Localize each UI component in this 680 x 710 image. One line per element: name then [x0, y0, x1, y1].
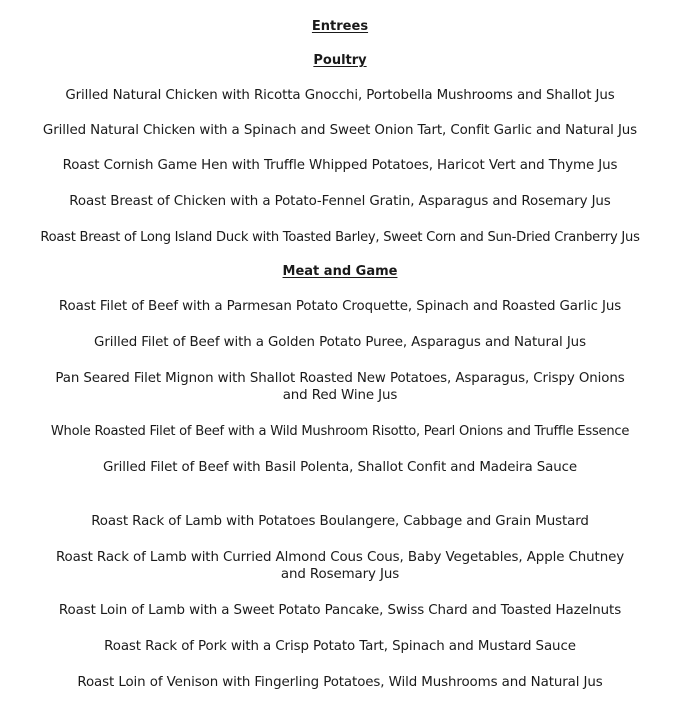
menu-item: Roast Loin of Venison with Fingerling Potatoes, Wild Mushrooms and Natural Jus — [77, 675, 603, 690]
section-heading-poultry: Poultry — [313, 53, 367, 68]
menu-item: Roast Breast of Long Island Duck with Toasted Barley, Sweet Corn and Sun-Dried Cranberry Jus — [40, 230, 640, 245]
section-heading-meat-and-game: Meat and Game — [282, 264, 398, 279]
menu-item: Grilled Natural Chicken with Ricotta Gnocchi, Portobella Mushrooms and Shallot Jus — [65, 88, 615, 103]
menu-item: Roast Breast of Chicken with a Potato-Fennel Gratin, Asparagus and Rosemary Jus — [69, 194, 611, 209]
menu-item: Roast Loin of Lamb with a Sweet Potato Pancake, Swiss Chard and Toasted Hazelnuts — [58, 603, 622, 618]
menu-item: Whole Roasted Filet of Beef with a Wild Mushroom Risotto, Pearl Onions and Truffle Essence — [50, 424, 630, 439]
menu-item-continuation: and Rosemary Jus — [280, 567, 400, 582]
menu-item: Roast Rack of Lamb with Potatoes Boulangere, Cabbage and Grain Mustard — [91, 514, 589, 529]
menu-item: Grilled Filet of Beef with Basil Polenta, Shallot Confit and Madeira Sauce — [102, 460, 577, 475]
menu-item: Grilled Filet of Beef with a Golden Potato Puree, Asparagus and Natural Jus — [94, 335, 586, 350]
menu-item: Pan Seared Filet Mignon with Shallot Roasted New Potatoes, Asparagus, Crispy Onions — [55, 371, 625, 386]
menu-item: Roast Rack of Pork with a Crisp Potato Tart, Spinach and Mustard Sauce — [104, 639, 576, 654]
menu-title: Entrees — [311, 19, 369, 34]
menu-item: Roast Cornish Game Hen with Truffle Whipped Potatoes, Haricot Vert and Thyme Jus — [62, 158, 618, 173]
menu-item: Roast Rack of Lamb with Curried Almond Cous Cous, Baby Vegetables, Apple Chutney — [55, 550, 625, 565]
menu-item: Grilled Natural Chicken with a Spinach and Sweet Onion Tart, Confit Garlic and Natural Jus — [42, 123, 638, 138]
menu-item: Roast Filet of Beef with a Parmesan Potato Croquette, Spinach and Roasted Garlic Jus — [58, 299, 622, 314]
menu-item-continuation: and Red Wine Jus — [282, 388, 398, 403]
